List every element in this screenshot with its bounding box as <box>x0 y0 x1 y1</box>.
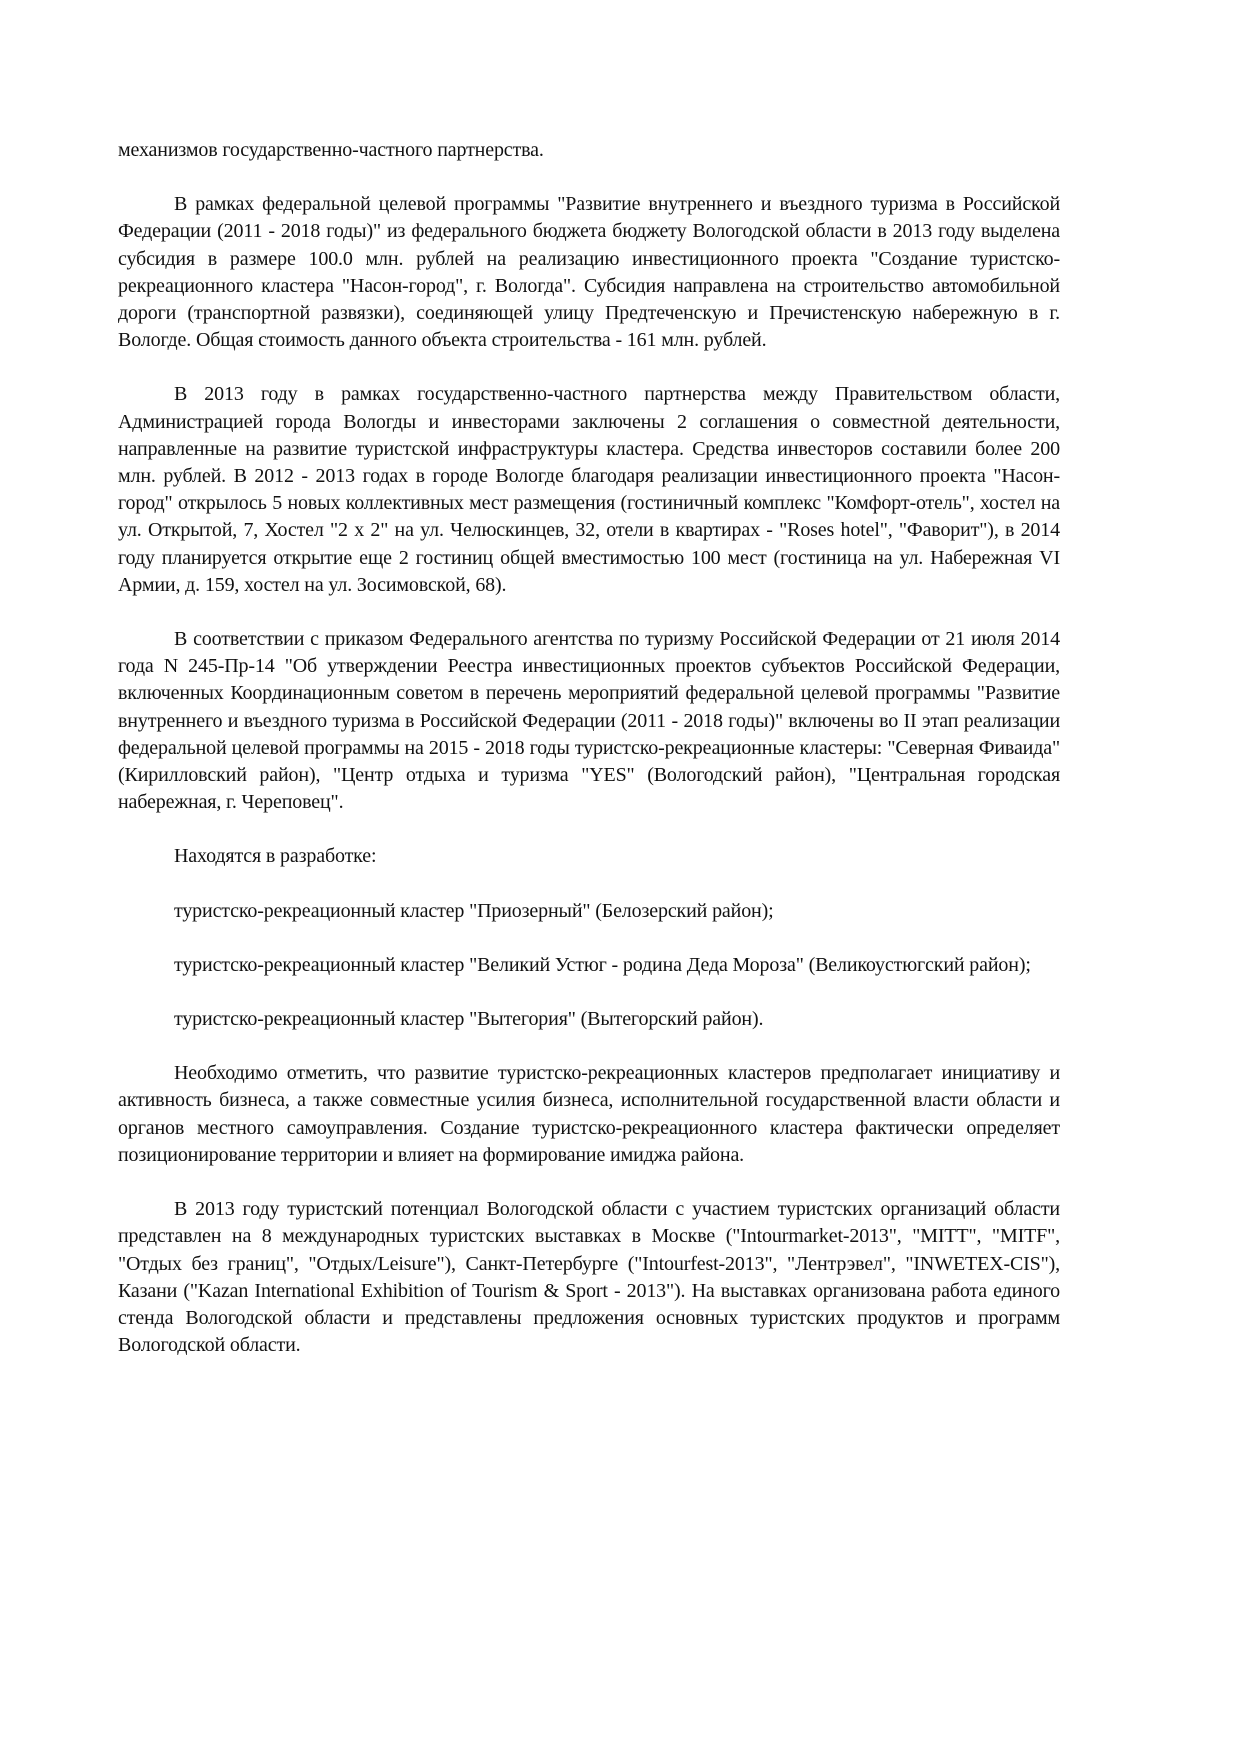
paragraph-in-development-heading: Находятся в разработке: <box>174 845 377 868</box>
list-item-vytegoria-cluster: туристско-рекреационный кластер "Вытегория" (Вытегорский район). <box>174 1008 764 1031</box>
paragraph-tourism-exhibitions: В 2013 году туристский потенциал Вологодской области с участием туристских организаций области представлен на 8 международных туристских выставках в Москве ("Intourmarket-2013", "MITT", "MITF", "Отдых без границ", "Отдых/Leisure"), Санкт-Петербурге ("Intourfest-2013", "Лентрэвел", "INWETEX-CIS"), Казани ("Kazan International Exhibition of Tourism & Sport - 2013"). На выставках организована работа единого стенда Вологодской области и представлены предложения основных туристских продуктов и программ Вологодской области. <box>118 1198 1060 1357</box>
paragraph-federal-program-subsidy: В рамках федеральной целевой программы "Развитие внутреннего и въездного туризма в Российской Федерации (2011 - 2018 годы)" из федерального бюджета бюджету Вологодской области в 2013 году выделена субсидия в размере 100.0 млн. рублей на реализацию инвестиционного проекта "Создание туристско-рекреационного кластера "Насон-город", г. Вологда". Субсидия направлена на строительство автомобильной дороги (транспортной развязки), соединяющей улицу Предтеченскую и Пречистенскую набережную в г. Вологде. Общая стоимость данного объекта строительства - 161 млн. рублей. <box>118 193 1060 352</box>
paragraph-public-private-partnership: В 2013 году в рамках государственно-частного партнерства между Правительством области, Администрацией города Вологды и инвесторами заключены 2 соглашения о совместной деятельности, направленные на развитие туристской инфраструктуры кластера. Средства инвесторов составили более 200 млн. рублей. В 2012 - 2013 годах в городе Вологде благодаря реализации инвестиционного проекта "Насон-город" открылось 5 новых коллективных мест размещения (гостиничный комплекс "Комфорт-отель", хостел на ул. Открытой, 7, Хостел "2 х 2" на ул. Челюскинцев, 32, отели в квартирах - "Roses hotel", "Фаворит"), в 2014 году планируется открытие еще 2 гостиниц общей вместимостью 100 мест (гостиница на ул. Набережная VI Армии, д. 159, хостел на ул. Зосимовской, 68). <box>118 383 1060 596</box>
document-page <box>118 137 1060 1386</box>
list-item-priozerny-cluster: туристско-рекреационный кластер "Приозерный" (Белозерский район); <box>174 899 774 922</box>
list-item-veliky-ustyug-cluster: туристско-рекреационный кластер "Великий Устюг - родина Деда Мороза" (Великоустюгский район); <box>174 953 1031 976</box>
paragraph-cluster-development-note: Необходимо отметить, что развитие туристско-рекреационных кластеров предполагает инициативу и активность бизнеса, а также совместные усилия бизнеса, исполнительной государственной власти области и органов местного самоуправления. Создание туристско-рекреационного кластера фактически определяет позиционирование территории и влияет на формирование имиджа района. <box>118 1062 1060 1166</box>
paragraph-continuation: механизмов государственно-частного партнерства. <box>118 139 544 161</box>
paragraph-rosturizm-order: В соответствии с приказом Федерального агентства по туризму Российской Федерации от 21 июля 2014 года N 245-Пр-14 "Об утверждении Реестра инвестиционных проектов субъектов Российской Федерации, включенных Координационным советом в перечень мероприятий федеральной целевой программы "Развитие внутреннего и въездного туризма в Российской Федерации (2011 - 2018 годы)" включены во II этап реализации федеральной целевой программы на 2015 - 2018 годы туристско-рекреационные кластеры: "Северная Фиваида" (Кирилловский район), "Центр отдыха и туризма "YES" (Вологодский район), "Центральная городская набережная, г. Череповец". <box>118 628 1060 814</box>
